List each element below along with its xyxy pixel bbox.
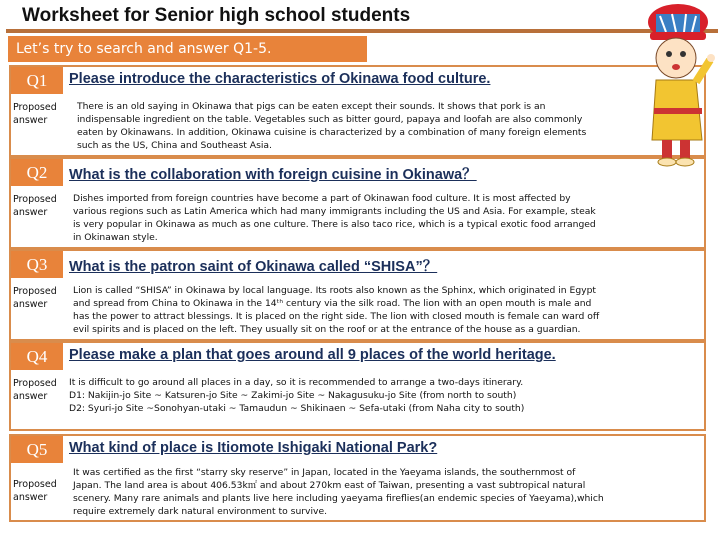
- answer-line: evil spirits and is placed on the left. They usually sit on the roof or at the entrance of the house as a guardian.: [73, 324, 581, 335]
- question-text: Please make a plan that goes around all 9 places of the world heritage.: [69, 347, 556, 363]
- answer-line: scenery. Many rare animals and plants live here including yaeyama fireflies(an endemic species of Yaeyama),which: [73, 493, 604, 504]
- answer-line: and spread from China to Okinawa in the 14ᵗʰ century via the silk road. The lion with an open mouth is male and: [73, 298, 592, 309]
- question-number-badge: Q3: [11, 251, 63, 278]
- label-line: Proposed: [13, 194, 57, 205]
- answer-line: is very popular in Okinawa as much as one culture. There is also taco rice, which is a typical exotic food arranged: [73, 219, 596, 230]
- question-number-badge: Q5: [11, 436, 63, 463]
- label-line: Proposed: [13, 479, 57, 490]
- answer-line: in Okinawan style.: [73, 232, 158, 243]
- answer-line: indispensable ingredient on the table. Vegetables such as bitter gourd, papaya and loofah are also commonly: [77, 114, 583, 125]
- question-text: What is the patron saint of Okinawa called “SHISA”？: [69, 259, 438, 275]
- question-number-badge: Q1: [11, 67, 63, 94]
- answer-line: It is difficult to go around all places in a day, so it is recommended to arrange a two-days itinerary.: [69, 377, 524, 388]
- question-text: Please introduce the characteristics of Okinawa food culture.: [69, 71, 491, 87]
- answer-text: [73, 466, 604, 518]
- answer-line: various regions such as Latin America which had many immigrants including the US and Asia. For example, steak: [73, 206, 596, 217]
- label-line: answer: [13, 391, 48, 402]
- title-divider: [6, 29, 718, 33]
- question-card-5: [9, 434, 706, 522]
- question-card-4: [9, 341, 706, 431]
- label-line: Proposed: [13, 102, 57, 113]
- proposed-answer-label: [13, 285, 57, 311]
- answer-line: eaten by Okinawans. In addition, Okinawa cuisine is characterized by a combination of many foreign elements: [77, 127, 587, 138]
- answer-line: D2: Syuri-jo Site ~Sonohyan-utaki ~ Tamaudun ~ Shikinaen ~ Sefa-utaki (from Naha city to south): [69, 403, 525, 414]
- label-line: answer: [13, 207, 48, 218]
- answer-line: There is an old saying in Okinawa that pigs can be eaten except their sounds. It shows that pork is an: [77, 101, 546, 112]
- answer-text: [73, 284, 599, 336]
- answer-line: has the power to attract blessings. It is placed on the right side. The lion with closed mouth is female can ward off: [73, 311, 600, 322]
- question-card-3: [9, 249, 706, 341]
- page-title: Worksheet for Senior high school students: [22, 5, 411, 26]
- proposed-answer-label: [13, 478, 57, 504]
- question-card-1: [9, 65, 706, 157]
- instruction-banner: Let’s try to search and answer Q1-5.: [8, 36, 367, 62]
- question-card-2: [9, 157, 706, 249]
- proposed-answer-label: [13, 101, 57, 127]
- answer-line: Japan. The land area is about 406.53k㎡ and about 270km east of Taiwan, presenting a vast subtropical natural: [73, 480, 586, 491]
- proposed-answer-label: [13, 377, 57, 403]
- label-line: answer: [13, 299, 48, 310]
- answer-text: [69, 376, 524, 415]
- answer-line: require extremely dark natural environment to survive.: [73, 506, 328, 517]
- answer-text: [73, 192, 596, 244]
- label-line: Proposed: [13, 378, 57, 389]
- okinawa-character-illustration: [636, 0, 720, 172]
- question-number-badge: Q4: [11, 343, 63, 370]
- answer-text: [77, 100, 586, 152]
- question-text: What is the collaboration with foreign cuisine in Okinawa？: [69, 167, 477, 183]
- answer-line: Dishes imported from foreign countries have become a part of Okinawan food culture. It is most affected by: [73, 193, 571, 204]
- question-text: What kind of place is Itiomote Ishigaki National Park?: [69, 440, 438, 456]
- answer-line: Lion is called “SHISA” in Okinawa by local language. Its roots also known as the Sphinx, which originated in Egypt: [73, 285, 597, 296]
- answer-line: such as the US, China and Southeast Asia.: [77, 140, 272, 151]
- label-line: answer: [13, 492, 48, 503]
- answer-line: It was certified as the first “starry sky reserve” in Japan, located in the Yaeyama islands, the southernmost of: [73, 467, 576, 478]
- answer-line: D1: Nakijin-jo Site ~ Katsuren-jo Site ~ Zakimi-jo Site ~ Nakagusuku-jo Site (from north to south): [69, 390, 517, 401]
- question-number-badge: Q2: [11, 159, 63, 186]
- label-line: Proposed: [13, 286, 57, 297]
- proposed-answer-label: [13, 193, 57, 219]
- label-line: answer: [13, 115, 48, 126]
